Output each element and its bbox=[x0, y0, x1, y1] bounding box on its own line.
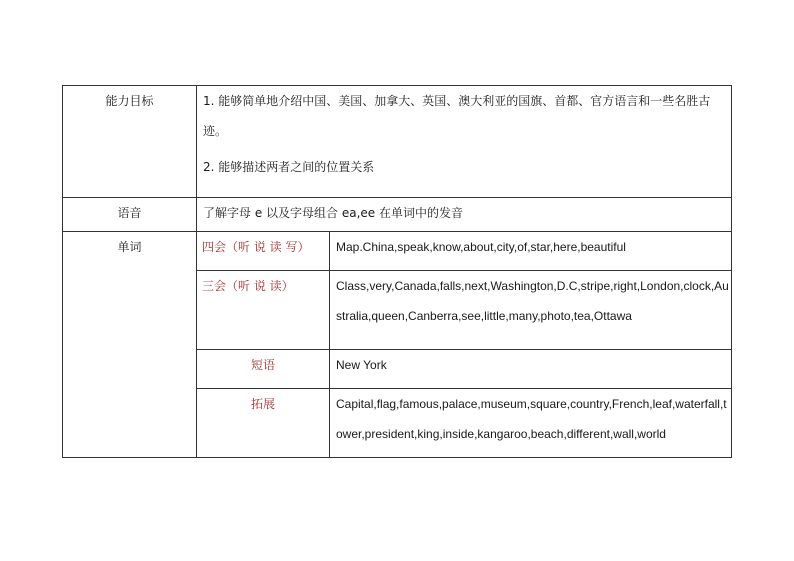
vocab-words: Class,very,Canada,falls,next,Washington,D.C,stripe,right,London,clock,Australia,queen,Canberra,see,little,many,photo,tea,Ottawa bbox=[336, 279, 729, 323]
vocab-content-extension bbox=[330, 389, 732, 458]
phonetics-content: 了解字母 e 以及字母组合 ea,ee 在单词中的发音 bbox=[203, 206, 463, 220]
ability-item-1: 1. 能够简单地介绍中国、美国、加拿大、英国、澳大利亚的国旗、首都、官方语言和一些名胜古迹。 bbox=[203, 94, 711, 138]
vocab-sub-three-skills bbox=[197, 271, 330, 350]
ability-label: 能力目标 bbox=[105, 94, 154, 108]
vocab-content-four-skills bbox=[330, 232, 732, 271]
vocab-sub-label: 拓展 bbox=[250, 397, 275, 411]
ability-content-cell bbox=[197, 86, 732, 198]
phonetics-row bbox=[63, 198, 732, 232]
vocab-row-four-skills bbox=[63, 232, 732, 271]
vocab-sub-phrases bbox=[197, 350, 330, 389]
vocab-content-phrases bbox=[330, 350, 732, 389]
lesson-objectives-table bbox=[62, 85, 732, 458]
vocab-label: 单词 bbox=[117, 240, 142, 254]
vocab-sub-extension bbox=[197, 389, 330, 458]
ability-label-cell bbox=[63, 86, 197, 198]
ability-item-2: 2. 能够描述两者之间的位置关系 bbox=[203, 160, 375, 174]
vocab-words: Capital,flag,famous,palace,museum,square,country,French,leaf,waterfall,tower,president,king,inside,kangaroo,beach,different,wall,world bbox=[336, 397, 727, 441]
vocab-words: New York bbox=[336, 358, 387, 372]
vocab-words: Map.China,speak,know,about,city,of,star,here,beautiful bbox=[336, 240, 626, 254]
vocab-sub-label: 三会（听 说 读） bbox=[202, 279, 294, 293]
vocab-content-three-skills bbox=[330, 271, 732, 350]
phonetics-label-cell bbox=[63, 198, 197, 232]
phonetics-label: 语音 bbox=[117, 206, 142, 220]
vocab-sub-label: 四会（听 说 读 写） bbox=[202, 240, 310, 254]
phonetics-content-cell bbox=[197, 198, 732, 232]
vocab-label-cell bbox=[63, 232, 197, 458]
ability-row bbox=[63, 86, 732, 198]
vocab-sub-label: 短语 bbox=[250, 358, 275, 372]
vocab-sub-four-skills bbox=[197, 232, 330, 271]
